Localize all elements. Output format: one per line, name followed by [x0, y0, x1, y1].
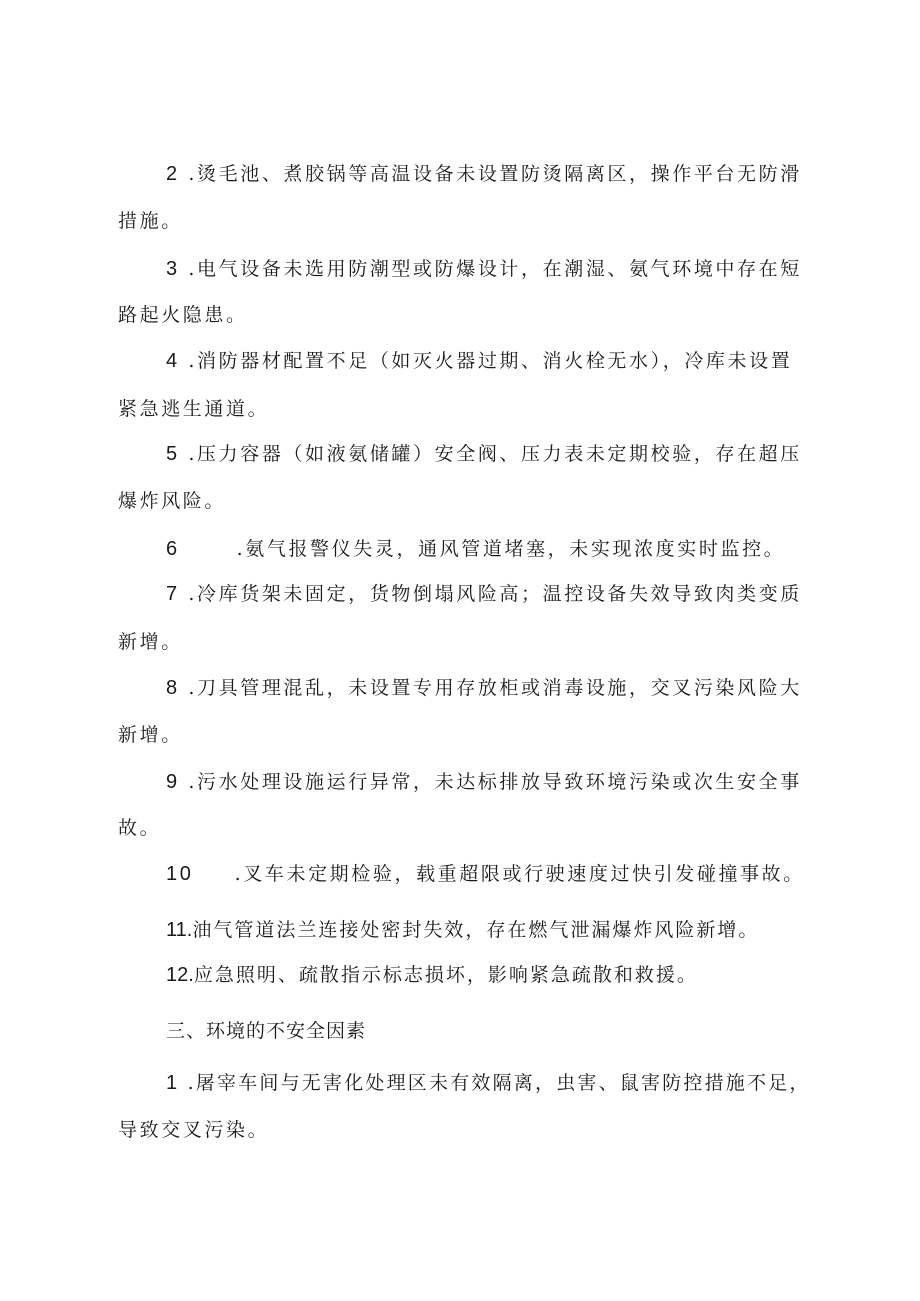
- item-number: 8: [166, 677, 180, 699]
- list-item: [166, 963, 698, 987]
- item-text: .叉车未定期检验，载重超限或行驶速度过快引发碰撞事故。: [226, 863, 805, 885]
- list-item: [166, 442, 802, 466]
- list-item-continuation: 措施。: [118, 210, 183, 232]
- list-item: [166, 537, 785, 561]
- item-number: 12.: [166, 964, 194, 986]
- item-number: 7: [166, 583, 180, 605]
- item-number: 1: [166, 1072, 180, 1094]
- list-item-continuation: 新增。: [118, 631, 183, 653]
- list-item: [166, 1071, 811, 1095]
- item-number: 5: [166, 443, 180, 465]
- item-text: .污水处理设施运行异常，未达标排放导致环境污染或次生安全事: [179, 771, 802, 793]
- item-text: .压力容器（如液氨储罐）安全阀、压力表未定期校验，存在超压: [179, 443, 802, 465]
- list-item: [166, 676, 802, 700]
- item-text: .电气设备未选用防潮型或防爆设计，在潮湿、氨气环境中存在短: [179, 258, 802, 280]
- list-item-continuation: 爆炸风险。: [118, 490, 227, 512]
- item-text: .刀具管理混乱，未设置专用存放柜或消毒设施，交叉污染风险大: [179, 677, 802, 699]
- list-item: [166, 349, 792, 373]
- list-item-continuation: 故。: [118, 817, 162, 839]
- section-heading: 三、环境的不安全因素: [166, 1020, 367, 1042]
- item-number: 10: [166, 863, 194, 885]
- item-number: 4: [166, 350, 180, 372]
- item-text: 应急照明、疏散指示标志损坏，影响紧急疏散和救援。: [193, 964, 698, 986]
- list-item-continuation: 紧急逃生通道。: [118, 398, 270, 420]
- item-text: .屠宰车间与无害化处理区未有效隔离，虫害、鼠害防控措施不足，: [179, 1072, 811, 1094]
- item-text: .氨气报警仪失灵，通风管道堵塞，未实现浓度实时监控。: [228, 538, 786, 560]
- list-item-continuation: 路起火隐患。: [118, 304, 248, 326]
- item-number: 6: [166, 538, 180, 560]
- item-text: .消防器材配置不足（如灭火器过期、消火栓无水），冷库未设置: [179, 350, 793, 372]
- item-text: 油气管道法兰连接处密封失效，存在燃气泄漏爆炸风险新增。: [192, 919, 760, 941]
- list-item: [166, 770, 802, 794]
- list-item: [166, 918, 759, 942]
- list-item-continuation: 新增。: [118, 724, 183, 746]
- list-item: [166, 162, 802, 186]
- item-number: 11.: [166, 919, 193, 941]
- list-item: [166, 582, 802, 606]
- item-number: 2: [166, 163, 180, 185]
- list-item-continuation: 导致交叉污染。: [118, 1119, 270, 1141]
- item-number: 3: [166, 258, 180, 280]
- item-text: .烫毛池、煮胶锅等高温设备未设置防烫隔离区，操作平台无防滑: [179, 163, 802, 185]
- list-item: [166, 862, 805, 886]
- item-text: .冷库货架未固定，货物倒塌风险高；温控设备失效导致肉类变质: [179, 583, 802, 605]
- list-item: [166, 257, 802, 281]
- item-number: 9: [166, 771, 180, 793]
